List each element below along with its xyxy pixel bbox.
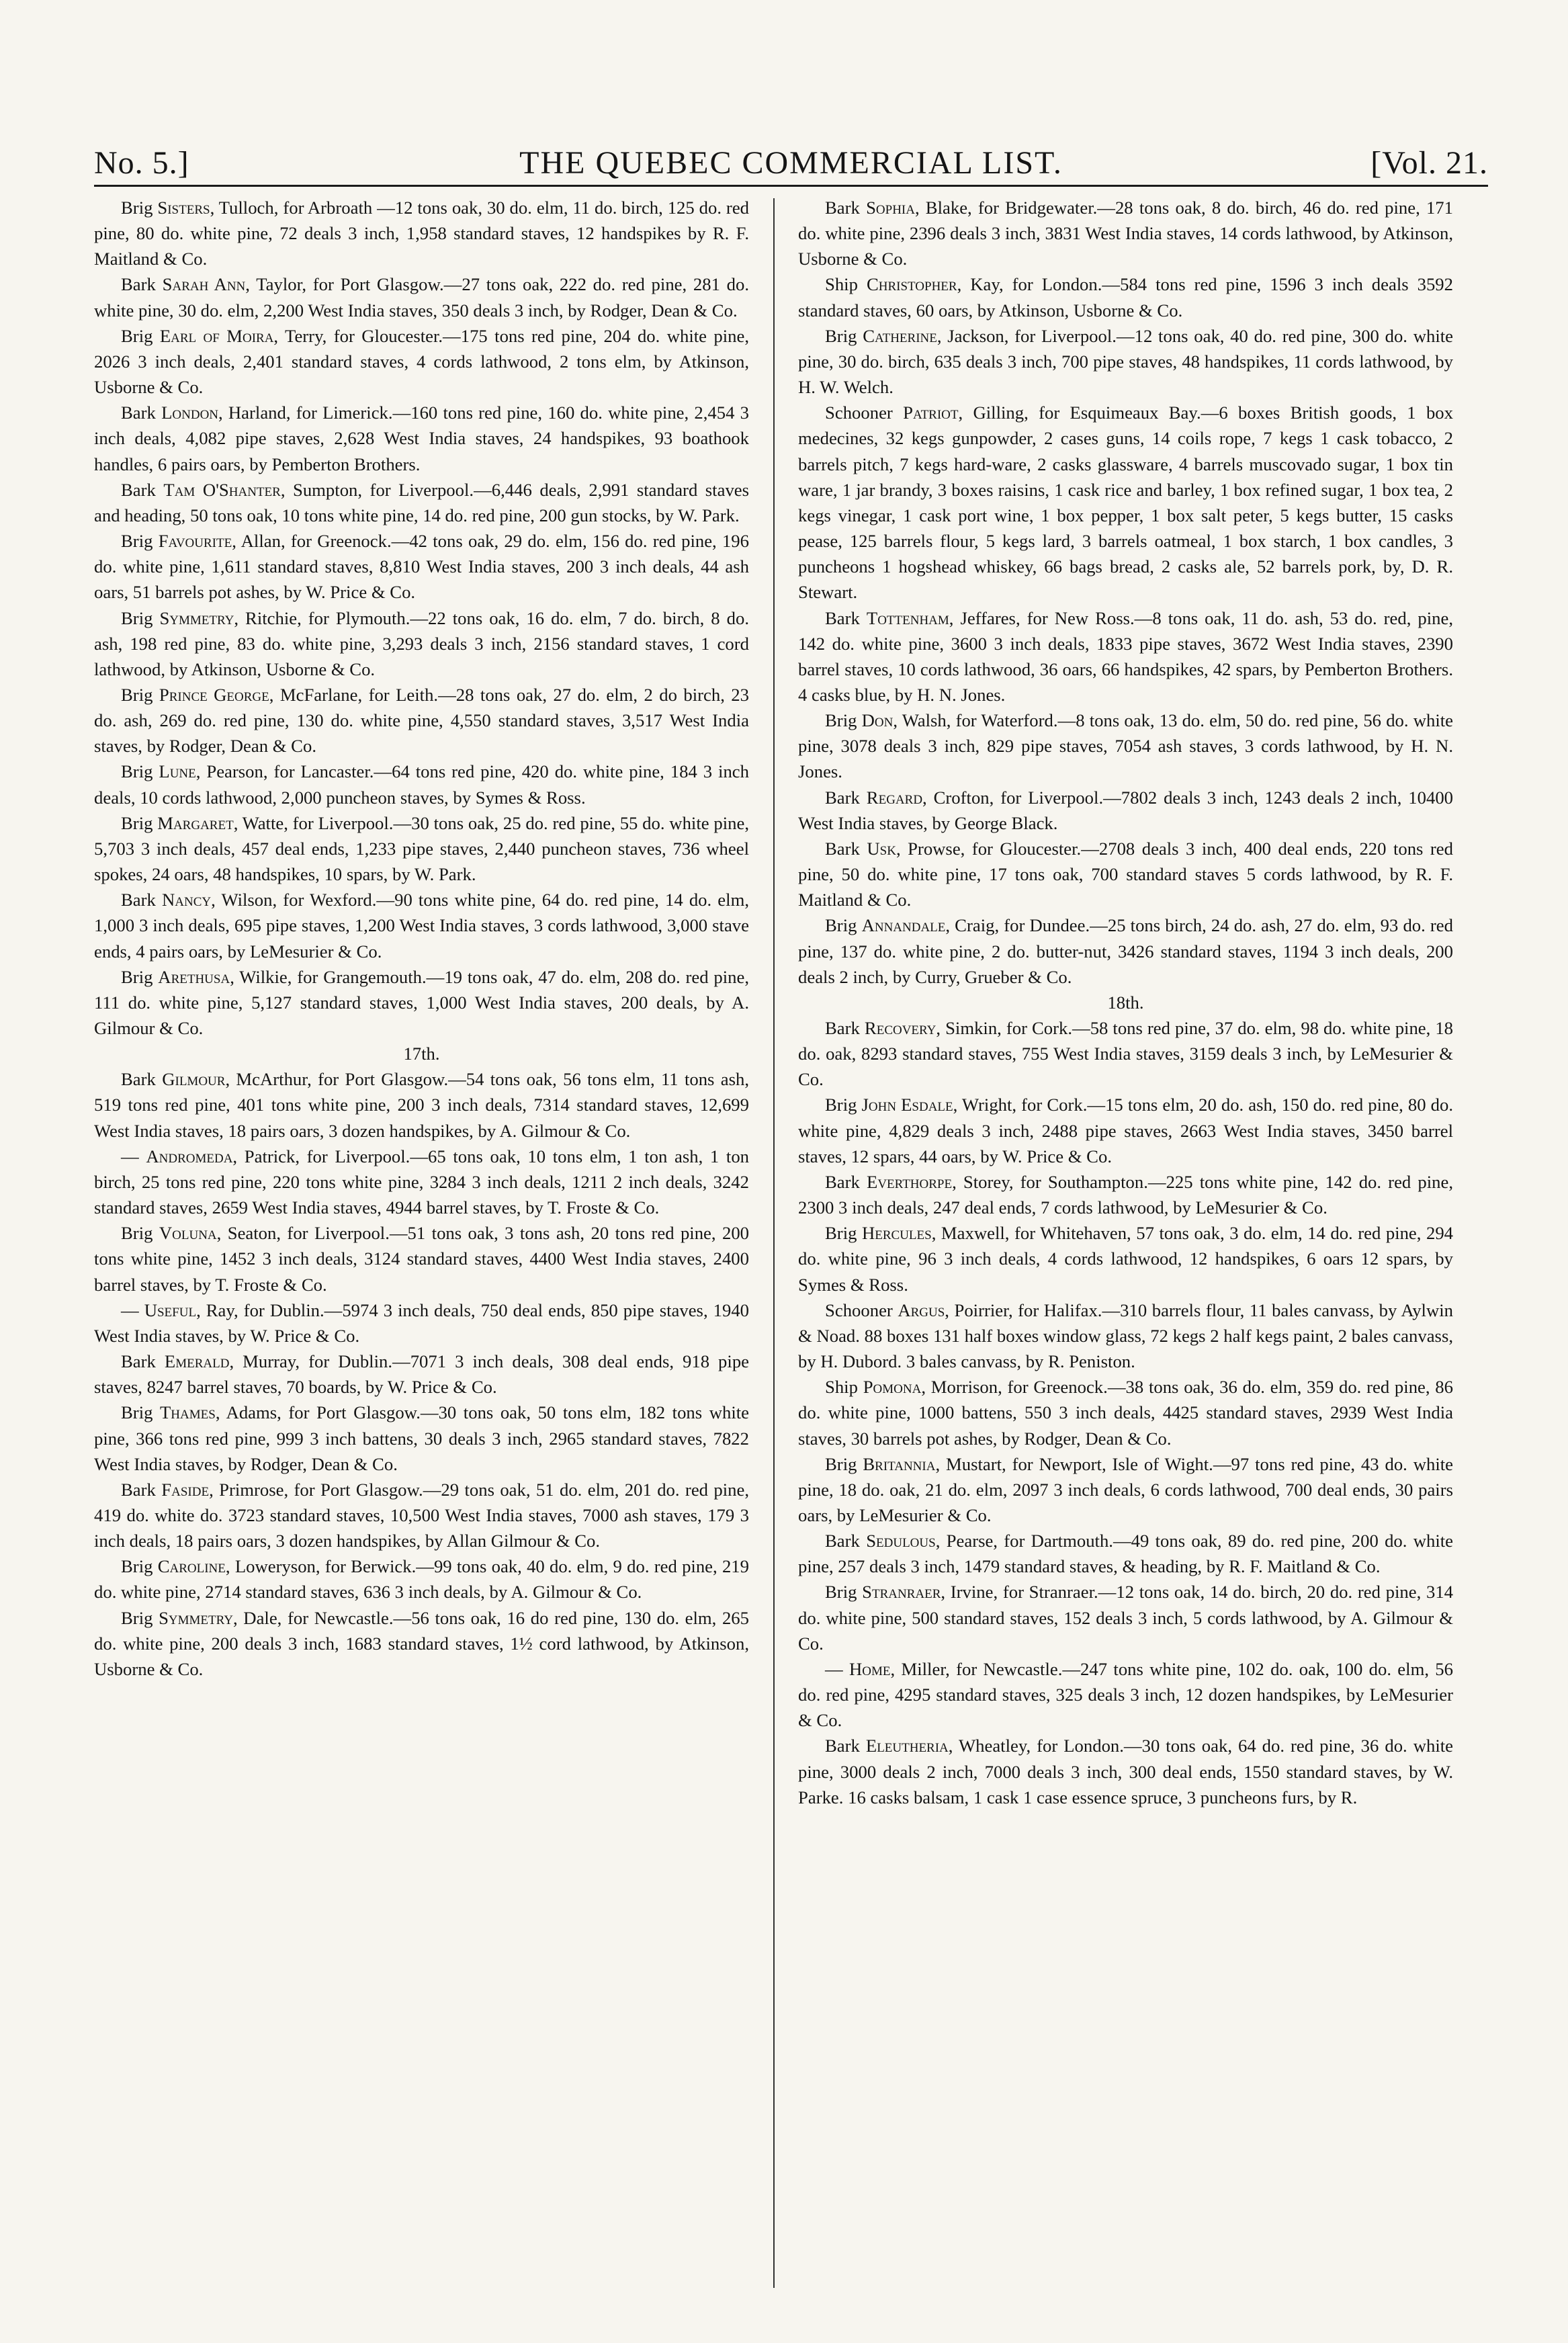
vessel-name: Margaret (157, 812, 234, 833)
vessel-name: Sedulous (866, 1531, 936, 1551)
shipment-entry (94, 1477, 749, 1553)
date-heading: 18th. (1107, 992, 1144, 1013)
vessel-name: Tottenham (866, 607, 949, 628)
shipment-entry (94, 1553, 749, 1605)
vessel-type: Brig (825, 1453, 857, 1474)
vessel-name: Don (861, 710, 894, 731)
right-column (798, 195, 1453, 2298)
cargo-details: , Watte, for Liverpool.—30 tons oak, 25 do. red pine, 55 do. white pine, 5,703 3 inch deals, 457 deal ends, 1,233 pipe staves, 2,440 puncheon staves, 736 wheel spokes, 24 oars, 48 handspikes, 10 spars, by W. Park. (94, 812, 749, 885)
shipment-entry (94, 400, 749, 476)
cargo-details: , Murray, for Dublin.—7071 3 inch deals, 308 deal ends, 918 pipe staves, 8247 barrel staves, 70 boards, by W. Price & Co. (94, 1351, 749, 1398)
shipment-entry (798, 1015, 1453, 1092)
cargo-details: , Prowse, for Gloucester.—2708 deals 3 inch, 400 deal ends, 220 tons red pine, 50 do. white pine, 17 tons oak, 700 standard staves 5 cords lathwood, by R. F. Maitland & Co. (798, 838, 1453, 910)
cargo-details: , Miller, for Newcastle.—247 tons white pine, 102 do. oak, 100 do. elm, 56 do. red pine, 4295 standard staves, 325 deals 3 inch, 12 dozen handspikes, by LeMesurier & Co. (798, 1658, 1453, 1731)
vessel-type: Brig (825, 710, 857, 731)
cargo-details: , Tulloch, for Arbroath —12 tons oak, 30 do. elm, 11 do. birch, 125 do. red pine, 80 do. white pine, 72 deals 3 inch, 1,958 standard staves, 12 handspikes by R. F. Maitland & Co. (94, 198, 749, 269)
shipment-entry (94, 682, 749, 759)
vessel-name: Regard (866, 787, 923, 808)
shipment-entry (94, 323, 749, 400)
shipment-entry (94, 964, 749, 1041)
shipment-entry (798, 195, 1453, 271)
cargo-details: , McFarlane, for Leith.—28 tons oak, 27 do. elm, 2 do birch, 23 do. ash, 269 do. red pine, 130 do. white pine, 4,550 standard staves, 3,517 West India staves, by Rodger, Dean & Co. (94, 684, 749, 757)
cargo-details: , Walsh, for Waterford.—8 tons oak, 13 do. elm, 50 do. red pine, 56 do. white pine, 3078 deals 3 inch, 829 pipe staves, 7054 ash staves, 3 cords lathwood, by H. N. Jones. (798, 710, 1453, 782)
shipment-entry (94, 477, 749, 528)
volume-number: [Vol. 21. (1370, 145, 1488, 181)
vessel-type: Brig (121, 761, 153, 782)
cargo-details: , Seaton, for Liverpool.—51 tons oak, 3 tons ash, 20 tons red pine, 200 tons white pine, 1452 3 inch deals, 3124 standard staves, 4400 West India staves, 2400 barrel staves, by T. Froste & Co. (94, 1223, 749, 1295)
shipment-entry (798, 912, 1453, 989)
vessel-type: Brig (121, 1402, 153, 1423)
cargo-details: , Patrick, for Liverpool.—65 tons oak, 10 tons elm, 1 ton ash, 1 ton birch, 25 tons red pine, 220 tons white pine, 3284 3 inch deals, 1211 2 inch deals, 3242 standard staves, 2659 West India staves, 4944 barrel staves, by T. Froste & Co. (94, 1146, 749, 1218)
shipment-entry (94, 271, 749, 323)
cargo-details: , Blake, for Bridgewater.—28 tons oak, 8 do. birch, 46 do. red pine, 171 do. white pine, 2396 deals 3 inch, 3831 West India staves, 14 cords lathwood, by Atkinson, Usborne & Co. (798, 198, 1453, 269)
vessel-name: Faside (161, 1479, 210, 1500)
vessel-type: Bark (825, 198, 860, 218)
cargo-details: , Wilson, for Wexford.—90 tons white pine, 64 do. red pine, 14 do. elm, 1,000 3 inch deals, 695 pipe staves, 1,200 West India staves, 3 cords lathwood, 3,000 stave ends, 4 pairs oars, by LeMesurier & Co. (94, 890, 749, 962)
vessel-name: John Esdale (861, 1095, 953, 1115)
shipment-entry (94, 1297, 749, 1349)
vessel-name: Nancy (162, 890, 212, 910)
cargo-details: , Crofton, for Liverpool.—7802 deals 3 inch, 1243 deals 2 inch, 10400 West India staves, by George Black. (798, 787, 1453, 833)
vessel-name: Patriot (903, 402, 959, 423)
vessel-type: Bark (121, 274, 156, 295)
vessel-type: Brig (121, 325, 153, 346)
vessel-type: Bark (825, 1018, 860, 1038)
vessel-type: Bark (825, 1171, 860, 1192)
cargo-details: , Jackson, for Liverpool.—12 tons oak, 40 do. red pine, 300 do. white pine, 30 do. birch, 635 deals 3 inch, 700 pipe staves, 48 handspikes, 11 cords lathwood, by H. W. Welch. (798, 325, 1453, 398)
cargo-details: , Wright, for Cork.—15 tons elm, 20 do. ash, 150 do. red pine, 80 do. white pine, 4,829 deals 3 inch, 2488 pipe staves, 2663 West India staves, 3450 barrel staves, 12 spars, 44 oars, by W. Price & Co. (798, 1095, 1453, 1166)
vessel-type: — (121, 1300, 139, 1320)
vessel-type: Bark (825, 787, 860, 808)
shipment-entry (798, 785, 1453, 836)
vessel-name: Arethusa (158, 966, 230, 987)
vessel-type: Bark (825, 1736, 860, 1756)
vessel-name: Annandale (861, 915, 946, 936)
shipment-entry (798, 1297, 1453, 1374)
shipment-entry (798, 1451, 1453, 1528)
cargo-details: , Wheatley, for London.—30 tons oak, 64 do. red pine, 36 do. white pine, 3000 deals 2 inch, 7000 deals 3 inch, 300 deal ends, 1550 standard staves, by W. Parke. 16 casks balsam, 1 cask 1 case essence spruce, 3 puncheons furs, by R. (798, 1736, 1453, 1807)
vessel-name: Britannia (863, 1453, 936, 1474)
vessel-type: — (825, 1658, 843, 1679)
shipment-entry (798, 836, 1453, 912)
date-heading: 17th. (403, 1043, 440, 1064)
header-rule (94, 185, 1488, 187)
vessel-name: Sisters (157, 198, 210, 218)
cargo-details: , Jeffares, for New Ross.—8 tons oak, 11 do. ash, 53 do. red, pine, 142 do. white pine, 3600 3 inch deals, 1833 pipe staves, 3672 West India staves, 2390 barrel staves, 10 cords lathwood, 36 oars, 66 handspikes, 42 spars, by Pemberton Brothers. 4 casks blue, by H. N. Jones. (798, 607, 1453, 705)
vessel-type: Brig (825, 1095, 857, 1115)
vessel-type: — (121, 1146, 139, 1166)
vessel-name: Earl of Moira (159, 325, 274, 346)
shipment-entry (798, 708, 1453, 784)
left-column (94, 195, 749, 2298)
vessel-type: Brig (121, 607, 153, 628)
shipment-entry (798, 605, 1453, 708)
vessel-type: Brig (825, 1582, 857, 1603)
cargo-details: , Primrose, for Port Glasgow.—29 tons oak, 51 do. elm, 201 do. red pine, 419 do. white do. 3723 standard staves, 10,500 West India staves, 7000 ash staves, 179 3 inch deals, 18 pairs oars, 3 dozen handspikes, by Allan Gilmour & Co. (94, 1479, 749, 1551)
cargo-details: , Morrison, for Greenock.—38 tons oak, 36 do. elm, 359 do. red pine, 86 do. white pine, 1000 battens, 550 3 inch deals, 4425 standard staves, 2939 West India staves, 30 barrels pot ashes, by Rodger, Dean & Co. (798, 1377, 1453, 1449)
vessel-name: Voluna (159, 1223, 217, 1244)
vessel-name: Tam O'Shanter (163, 479, 281, 500)
cargo-details: , Taylor, for Port Glasgow.—27 tons oak, 222 do. red pine, 281 do. white pine, 30 do. elm, 2,200 West India staves, 350 deals 3 inch, by Rodger, Dean & Co. (94, 274, 749, 321)
vessel-type: Bark (121, 1479, 156, 1500)
cargo-details: , Maxwell, for Whitehaven, 57 tons oak, 3 do. elm, 14 do. red pine, 294 do. white pine, 96 3 inch deals, 4 cords lathwood, 12 handspikes, 6 oars 12 spars, by Symes & Ross. (798, 1223, 1453, 1295)
cargo-details: , Dale, for Newcastle.—56 tons oak, 16 do red pine, 130 do. elm, 265 do. white pine, 200 deals 3 inch, 1683 standard staves, 1½ cord lathwood, by Atkinson, Usborne & Co. (94, 1607, 749, 1679)
issue-number: No. 5.] (94, 145, 189, 181)
vessel-type: Brig (121, 684, 153, 705)
cargo-details: , Poirrier, for Halifax.—310 barrels flour, 11 bales canvass, by Aylwin & Noad. 88 boxes 131 half boxes window glass, 72 kegs 2 half kegs paint, 2 bales canvass, by H. Dubord. 3 bales canvass, by R. Peniston. (798, 1300, 1453, 1372)
vessel-name: Lune (159, 761, 196, 782)
vessel-name: Sarah Ann (162, 274, 246, 295)
shipment-entry (94, 1220, 749, 1297)
cargo-details: , Craig, for Dundee.—25 tons birch, 24 do. ash, 27 do. elm, 93 do. red pine, 137 do. white pine, 2 do. butter-nut, 3426 standard staves, 1194 3 inch deals, 200 deals 2 inch, by Curry, Grueber & Co. (798, 915, 1453, 987)
vessel-type: Brig (825, 1223, 857, 1244)
shipment-entry (798, 1579, 1453, 1656)
vessel-type: Brig (121, 1607, 153, 1628)
shipment-entry (94, 1400, 749, 1476)
cargo-details: , Simkin, for Cork.—58 tons red pine, 37 do. elm, 98 do. white pine, 18 do. oak, 8293 standard staves, 755 West India staves, 3159 deals 3 inch, by LeMesurier & Co. (798, 1018, 1453, 1090)
vessel-name: Useful (144, 1300, 197, 1320)
vessel-name: Andromeda (146, 1146, 233, 1166)
shipment-entry (94, 528, 749, 605)
shipment-entry (798, 1528, 1453, 1579)
cargo-details: , Wilkie, for Grangemouth.—19 tons oak, 47 do. elm, 208 do. red pine, 111 do. white pine, 5,127 standard staves, 1,000 West India staves, 200 deals, by A. Gilmour & Co. (94, 966, 749, 1038)
vessel-name: Gilmour (162, 1069, 226, 1090)
cargo-details: , Ritchie, for Plymouth.—22 tons oak, 16 do. elm, 7 do. birch, 8 do. ash, 198 red pine, 83 do. white pine, 3,293 deals 3 inch, 2156 standard staves, 1 cord lathwood, by Atkinson, Usborne & Co. (94, 607, 749, 679)
vessel-type: Bark (121, 479, 156, 500)
vessel-type: Brig (121, 198, 153, 218)
shipment-entry (798, 400, 1453, 605)
cargo-details: , Terry, for Gloucester.—175 tons red pine, 204 do. white pine, 2026 3 inch deals, 2,401 standard staves, 4 cords lathwood, 2 tons elm, by Atkinson, Usborne & Co. (94, 325, 749, 398)
publication-title: THE QUEBEC COMMERCIAL LIST. (519, 145, 1063, 181)
vessel-type: Bark (121, 1069, 156, 1090)
vessel-name: Home (849, 1658, 891, 1679)
cargo-details: , Gilling, for Esquimeaux Bay.—6 boxes British goods, 1 box medecines, 32 kegs gunpowder, 2 cases guns, 14 coils rope, 7 kegs 1 cask tobacco, 2 barrels pitch, 7 kegs hard-ware, 2 casks glassware, 4 barrels muscovado sugar, 1 box tin ware, 1 jar brandy, 3 boxes raisins, 1 cask rice and barley, 1 box refined sugar, 1 box tea, 2 kegs vinegar, 1 cask port wine, 1 box pepper, 1 box salt peter, 5 kegs butter, 15 casks pease, 125 barrels flour, 5 kegs lard, 3 barrels oatmeal, 1 box starch, 1 box candles, 3 puncheons 1 hogshead whiskey, 66 bags bread, 2 casks ale, 52 barrels pork, by, D. R. Stewart. (798, 402, 1453, 603)
shipment-entry (94, 759, 749, 810)
vessel-type: Brig (825, 915, 857, 936)
vessel-name: Symmetry (159, 607, 234, 628)
vessel-name: Symmetry (159, 1607, 233, 1628)
vessel-name: Caroline (157, 1556, 226, 1577)
shipment-entry (94, 195, 749, 271)
shipment-entry (94, 1349, 749, 1400)
vessel-name: Pomona (863, 1377, 922, 1398)
shipment-entry (798, 1220, 1453, 1297)
vessel-type: Bark (121, 402, 156, 423)
vessel-type: Brig (121, 1556, 153, 1577)
vessel-type: Brig (825, 325, 857, 346)
shipment-entry (94, 1144, 749, 1220)
vessel-name: Thames (160, 1402, 216, 1423)
vessel-name: Recovery (864, 1018, 937, 1038)
shipment-entry (94, 1605, 749, 1682)
vessel-type: Brig (121, 966, 153, 987)
vessel-name: Stranraer (862, 1582, 941, 1603)
shipment-entry (798, 323, 1453, 400)
vessel-type: Bark (825, 607, 860, 628)
vessel-name: Emerald (164, 1351, 230, 1372)
shipment-entry (94, 605, 749, 682)
vessel-name: Sophia (866, 198, 915, 218)
cargo-details: , Allan, for Greenock.—42 tons oak, 29 do. elm, 156 do. red pine, 196 do. white pine, 1,611 standard staves, 8,810 West India staves, 200 3 inch deals, 44 ash oars, 51 barrels pot ashes, by W. Price & Co. (94, 531, 749, 603)
column-divider (773, 198, 775, 2288)
vessel-name: Hercules (861, 1223, 932, 1244)
vessel-name: Favourite (158, 531, 232, 552)
vessel-type: Bark (825, 838, 860, 859)
vessel-name: Prince George (159, 684, 269, 705)
vessel-type: Brig (121, 1223, 153, 1244)
shipment-entry (798, 1169, 1453, 1220)
cargo-details: , Mustart, for Newport, Isle of Wight.—97 tons red pine, 43 do. white pine, 18 do. oak, 21 do. elm, 2097 3 inch deals, 6 cords lathwood, 700 deal ends, 30 pairs oars, by LeMesurier & Co. (798, 1453, 1453, 1525)
vessel-type: Schooner (825, 402, 893, 423)
shipment-entry (798, 271, 1453, 323)
shipment-entry (798, 1656, 1453, 1733)
vessel-type: Brig (121, 531, 153, 552)
vessel-type: Ship (825, 1377, 858, 1398)
shipment-entry (94, 810, 749, 887)
vessel-type: Brig (121, 812, 153, 833)
vessel-name: Everthorpe (867, 1171, 953, 1192)
shipment-entry (798, 1092, 1453, 1168)
vessel-name: Catherine (863, 325, 937, 346)
vessel-name: London (161, 402, 219, 423)
cargo-details: , Pearse, for Dartmouth.—49 tons oak, 89 do. red pine, 200 do. white pine, 257 deals 3 inch, 1479 standard staves, & heading, by R. F. Maitland & Co. (798, 1531, 1453, 1577)
cargo-details: , Pearson, for Lancaster.—64 tons red pine, 420 do. white pine, 184 3 inch deals, 10 cords lathwood, 2,000 puncheon staves, by Symes & Ross. (94, 761, 749, 808)
vessel-name: Christopher (866, 274, 957, 295)
vessel-name: Argus (898, 1300, 945, 1320)
vessel-type: Bark (121, 890, 156, 910)
shipment-entry (798, 1374, 1453, 1451)
cargo-details: , Ray, for Dublin.—5974 3 inch deals, 750 deal ends, 850 pipe staves, 1940 West India staves, by W. Price & Co. (94, 1300, 749, 1346)
cargo-details: , Loweryson, for Berwick.—99 tons oak, 40 do. elm, 9 do. red pine, 219 do. white pine, 2714 standard staves, 636 3 inch deals, by A. Gilmour & Co. (94, 1556, 749, 1603)
cargo-details: , Sumpton, for Liverpool.—6,446 deals, 2,991 standard staves and heading, 50 tons oak, 10 tons white pine, 14 do. red pine, 200 gun stocks, by W. Park. (94, 479, 749, 525)
vessel-type: Bark (825, 1531, 860, 1551)
shipment-entry (798, 1733, 1453, 1809)
vessel-name: Eleutheria (865, 1736, 949, 1756)
cargo-details: , Storey, for Southampton.—225 tons white pine, 142 do. red pine, 2300 3 inch deals, 247 deal ends, 7 cords lathwood, by LeMesurier & Co. (798, 1171, 1453, 1218)
cargo-details: , Irvine, for Stranraer.—12 tons oak, 14 do. birch, 20 do. red pine, 314 do. white pine, 500 standard staves, 152 deals 3 inch, 5 cords lathwood, by A. Gilmour & Co. (798, 1582, 1453, 1654)
vessel-name: Usk (867, 838, 896, 859)
cargo-details: , Adams, for Port Glasgow.—30 tons oak, 50 tons elm, 182 tons white pine, 366 tons red pine, 999 3 inch battens, 30 deals 3 inch, 2965 standard staves, 7822 West India staves, by Rodger, Dean & Co. (94, 1402, 749, 1474)
cargo-details: , Harland, for Limerick.—160 tons red pine, 160 do. white pine, 2,454 3 inch deals, 4,082 pipe staves, 2,628 West India staves, 24 handspikes, 93 boathook handles, 6 pairs oars, by Pemberton Brothers. (94, 402, 749, 474)
shipment-entry (94, 887, 749, 964)
vessel-type: Ship (825, 274, 858, 295)
shipment-entry (94, 1066, 749, 1143)
cargo-details: , Kay, for London.—584 tons red pine, 1596 3 inch deals 3592 standard staves, 60 oars, by Atkinson, Usborne & Co. (798, 274, 1453, 321)
vessel-type: Schooner (825, 1300, 893, 1320)
vessel-type: Bark (121, 1351, 156, 1372)
cargo-details: , McArthur, for Port Glasgow.—54 tons oak, 56 tons elm, 11 tons ash, 519 tons red pine, 401 tons white pine, 200 3 inch deals, 7314 standard staves, 12,699 West India staves, 18 pairs oars, 3 dozen handspikes, by A. Gilmour & Co. (94, 1069, 749, 1141)
